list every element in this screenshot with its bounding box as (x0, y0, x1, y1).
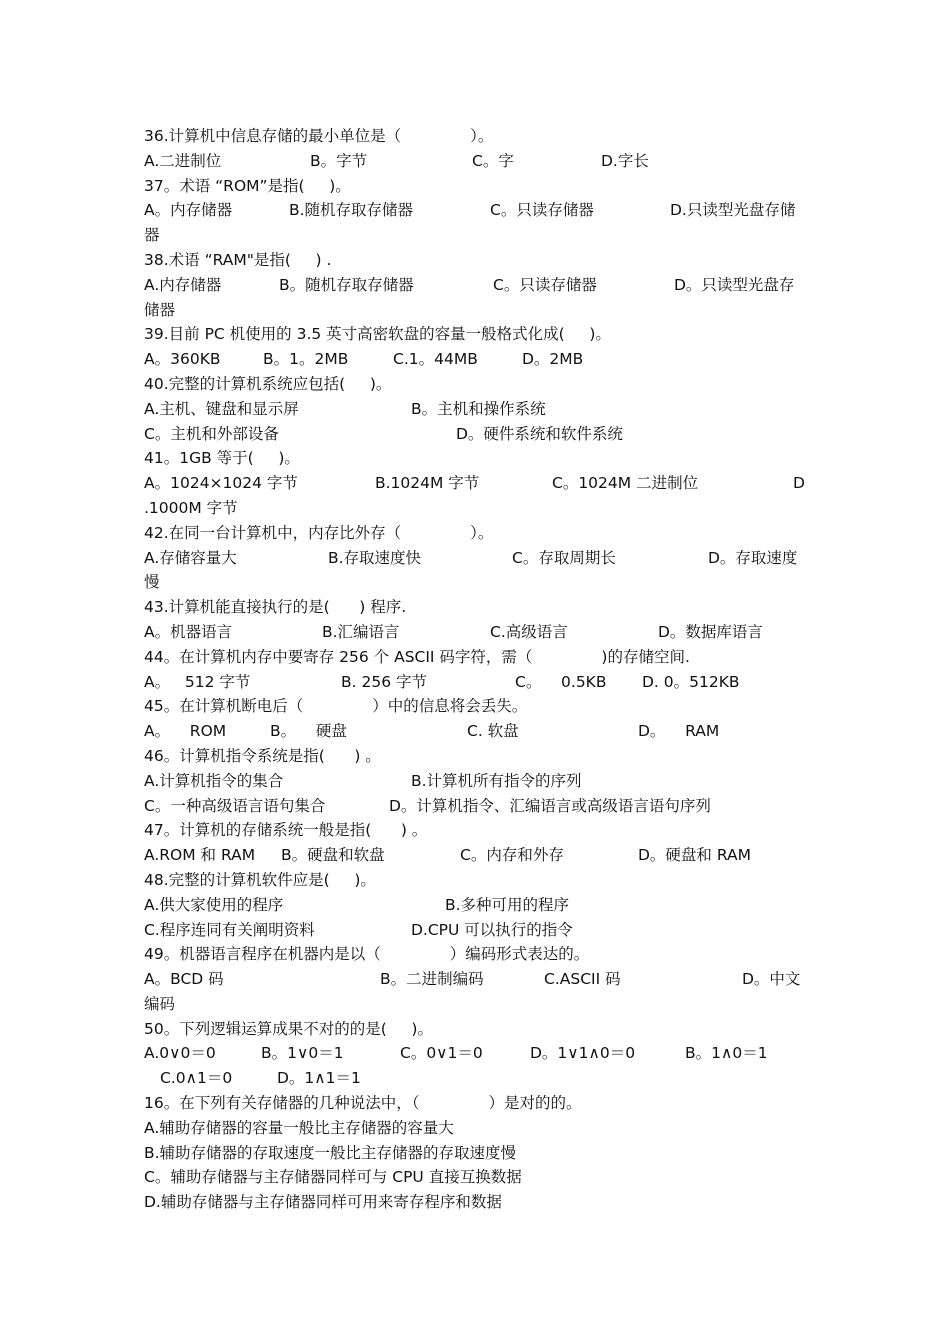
options-row (144, 546, 808, 571)
option-continuation: 慢 (144, 573, 160, 592)
options-row (144, 149, 808, 174)
option: B.多种可用的程序 (445, 895, 570, 914)
option: D。存取速度 (708, 548, 798, 567)
options-row (144, 273, 808, 298)
option: D。1∨1∧0＝0 (530, 1044, 636, 1063)
option: B.辅助存储器的存取速度一般比主存储器的存取速度慢 (144, 1143, 517, 1162)
option: D (793, 474, 805, 493)
option: D。中文 (742, 970, 801, 989)
option: D。1∧1＝1 (277, 1069, 361, 1088)
option: A.ROM 和 RAM (144, 846, 256, 865)
option: C。0∨1＝0 (400, 1044, 483, 1063)
option: A.辅助存储器的容量一般比主存储器的容量大 (144, 1118, 454, 1137)
question-stem: 50。下列逻辑运算成果不对的的是( )。 (144, 1019, 433, 1038)
option: D. 0。512KB (642, 672, 740, 691)
options-row (144, 967, 808, 992)
options-row (144, 471, 808, 496)
options-row (144, 347, 808, 372)
question-stem: 38.术语 “RAM"是指( ) . (144, 250, 332, 269)
question-stem: 49。机器语言程序在机器内是以（ ）编码形式表达的。 (144, 945, 590, 964)
options-row (144, 670, 808, 695)
option: B.存取速度快 (328, 548, 422, 567)
options-row (144, 918, 808, 943)
options-row (144, 794, 808, 819)
options-row (144, 1066, 808, 1091)
option: A.存储容量大 (144, 548, 237, 567)
option: A.内存储器 (144, 275, 222, 294)
option: A。360KB (144, 350, 221, 369)
question-stem: 45。在计算机断电后（ ）中的信息将会丢失。 (144, 697, 528, 716)
option: B。1∧0＝1 (685, 1044, 768, 1063)
option: D。硬盘和 RAM (638, 846, 751, 865)
question-stem: 41。1GB 等于( )。 (144, 449, 300, 468)
option: A。1024×1024 字节 (144, 474, 298, 493)
option: C.程序连同有关阐明资料 (144, 920, 315, 939)
options-row (144, 843, 808, 868)
option: B.汇编语言 (322, 622, 400, 641)
option: C.0∧1＝0 (160, 1069, 233, 1088)
option: B. 256 字节 (341, 672, 427, 691)
options-row (144, 893, 808, 918)
option: B。 硬盘 (270, 722, 347, 741)
option: A.主机、键盘和显示屏 (144, 399, 299, 418)
option: D.只读型光盘存储 (670, 201, 796, 220)
options-row (144, 719, 808, 744)
option: C。字 (472, 151, 514, 170)
option: A。BCD 码 (144, 970, 224, 989)
option-continuation: .1000M 字节 (144, 498, 238, 517)
option: D.字长 (601, 151, 649, 170)
options-row (144, 769, 808, 794)
option: D。只读型光盘存 (674, 275, 795, 294)
option: B.1024M 字节 (375, 474, 480, 493)
option: B。1∨0＝1 (261, 1044, 344, 1063)
option: C.高级语言 (490, 622, 568, 641)
option: A。机器语言 (144, 622, 233, 641)
question-stem: 39.目前 PC 机使用的 3.5 英寸高密软盘的容量一般格式化成( )。 (144, 325, 611, 344)
option: A。 ROM (144, 722, 227, 741)
option: D。硬件系统和软件系统 (456, 424, 623, 443)
question-stem: 36.计算机中信息存储的最小单位是（ ）。 (144, 127, 494, 145)
option-continuation: 器 (144, 226, 160, 245)
options-row (144, 620, 808, 645)
question-stem: 48.完整的计算机软件应是( )。 (144, 870, 376, 889)
option: A。 512 字节 (144, 672, 251, 691)
option: A。内存储器 (144, 201, 233, 220)
question-stem: 44。在计算机内存中要寄存 256 个 ASCII 码字符，需（ )的存储空间. (144, 647, 690, 666)
option: C。辅助存储器与主存储器同样可与 CPU 直接互换数据 (144, 1168, 522, 1187)
option: C. 软盘 (467, 722, 519, 741)
option-continuation: 储器 (144, 300, 176, 319)
options-row (144, 422, 808, 447)
option: A.0∨0＝0 (144, 1044, 216, 1063)
option: B.计算机所有指令的序列 (411, 771, 582, 790)
option: B。字节 (310, 151, 368, 170)
document-page (144, 124, 808, 1215)
option: D。 RAM (638, 722, 720, 741)
question-stem: 47。计算机的存储系统一般是指( ) 。 (144, 821, 428, 840)
option: A.计算机指令的集合 (144, 771, 284, 790)
option: C。 0.5KB (515, 672, 607, 691)
option: C。内存和外存 (460, 846, 564, 865)
option: C。一种高级语言语句集合 (144, 796, 326, 815)
question-stem: 43.计算机能直接执行的是( ) 程序. (144, 598, 407, 617)
option: C。只读存储器 (493, 275, 597, 294)
option: D。计算机指令、汇编语言或高级语言语句序列 (389, 796, 711, 815)
option: D.辅助存储器与主存储器同样可用来寄存程序和数据 (144, 1193, 502, 1212)
option: B。随机存取存储器 (279, 275, 414, 294)
option: D。2MB (522, 350, 584, 369)
option: B。硬盘和软盘 (281, 846, 385, 865)
option: B。二进制编码 (380, 970, 484, 989)
option: D.CPU 可以执行的指令 (411, 920, 573, 939)
options-row (144, 397, 808, 422)
option: D。数据库语言 (658, 622, 763, 641)
option: A.供大家使用的程序 (144, 895, 284, 914)
option: B。主机和操作系统 (411, 399, 546, 418)
question-stem: 40.完整的计算机系统应包括( )。 (144, 374, 392, 393)
question-stem: 16。在下列有关存储器的几种说法中，（ ）是对的的。 (144, 1094, 582, 1113)
option: B.随机存取存储器 (289, 201, 414, 220)
question-stem: 46。计算机指令系统是指( ) 。 (144, 746, 381, 765)
option: C。只读存储器 (490, 201, 594, 220)
option: B。1。2MB (263, 350, 349, 369)
question-stem: 37。术语 “ROM”是指( )。 (144, 176, 351, 195)
option: C.ASCII 码 (544, 970, 621, 989)
option-continuation: 编码 (144, 994, 176, 1013)
option: C。主机和外部设备 (144, 424, 279, 443)
option: A.二进制位 (144, 151, 222, 170)
options-row (144, 198, 808, 223)
question-stem: 42.在同一台计算机中，内存比外存（ ）。 (144, 523, 494, 542)
options-row (144, 1041, 808, 1066)
option: C。存取周期长 (512, 548, 616, 567)
option: C.1。44MB (393, 350, 478, 369)
option: C。1024M 二进制位 (552, 474, 699, 493)
